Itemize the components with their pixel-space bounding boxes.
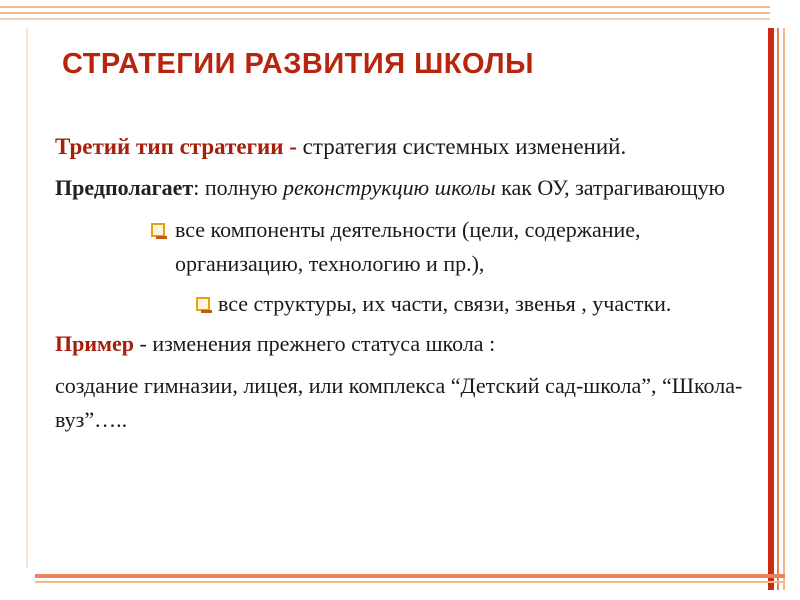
left-decor-line [26, 28, 28, 568]
slide-title: СТРАТЕГИИ РАЗВИТИЯ ШКОЛЫ [62, 48, 535, 80]
example-text: - изменения прежнего статуса школа : [134, 331, 496, 356]
bullet-item [145, 213, 765, 281]
bullet-item [190, 287, 758, 321]
top-decor-line [0, 12, 770, 14]
bullet-text: все компоненты деятельности (цели, содержание, организацию, технологию и пр.), [175, 217, 641, 276]
right-decor-line [783, 28, 785, 590]
bullet-text: все структуры, их части, связи, звенья , участки. [218, 291, 672, 316]
example-label: Пример [55, 331, 135, 356]
bottom-decor-line [35, 581, 785, 583]
top-decor-line [0, 6, 770, 8]
checkbox-bullet-icon [151, 223, 165, 237]
intro-lead: Третий тип стратегии - [55, 134, 303, 159]
right-decor-bar [768, 28, 774, 590]
implies-italic: реконструкцию школы [283, 175, 496, 200]
intro-paragraph [55, 128, 755, 165]
implies-label: Предполагает [55, 175, 194, 200]
slide-content [55, 128, 755, 445]
implies-colon: : полную [193, 175, 284, 200]
right-decor-line [777, 28, 779, 590]
checkbox-bullet-icon [196, 297, 210, 311]
intro-text: стратегия системных изменений. [302, 134, 627, 159]
closing-paragraph: создание гимназии, лицея, или комплекса “Детский сад-школа”, “Школа- вуз”….. [55, 373, 743, 432]
bottom-decor-bar [35, 574, 785, 578]
top-decor-line [0, 18, 770, 20]
implies-paragraph [55, 171, 755, 205]
example-paragraph [55, 327, 755, 361]
implies-rest: как ОУ, затрагивающую [495, 175, 726, 200]
